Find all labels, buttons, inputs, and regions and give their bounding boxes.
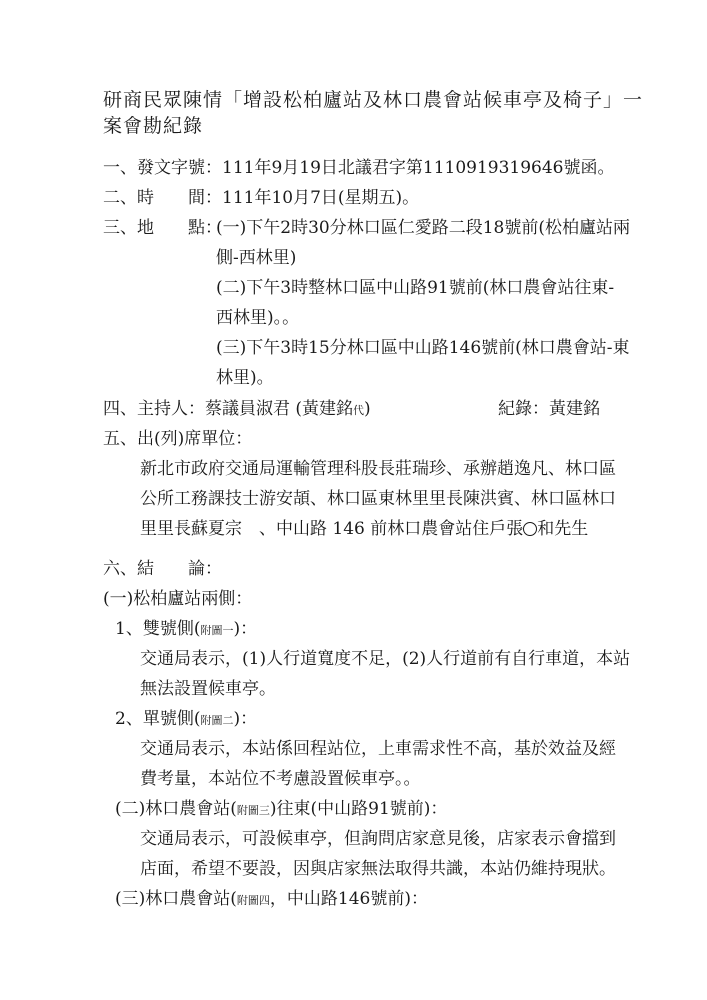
heading-text: 2、單號側( <box>115 709 201 729</box>
circle-mark-icon <box>523 522 537 536</box>
attendees-text-end: 和先生 <box>537 519 589 539</box>
body-line: 費考量，本站位不考慮設置候車亭。。 <box>140 769 421 789</box>
document-title-line-1: 研商民眾陳情「增設松柏廬站及林口農會站候車亭及椅子」一 <box>103 89 644 111</box>
section-heading: (一)松柏廬站兩側： <box>103 589 253 609</box>
section-heading <box>115 887 428 913</box>
appendix-ref: 附圖二 <box>200 714 234 727</box>
place-line: (二)下午3時整林口區中山路91號前(林口農會站往東- <box>216 278 615 298</box>
heading-text: (三)林口農會站( <box>115 889 237 909</box>
heading-text: )往東(中山路91號前)： <box>269 799 448 819</box>
doc-number-row <box>103 156 615 180</box>
heading-text: ，中山路146號前)： <box>269 889 428 909</box>
conclusion-label: 六、結 論： <box>103 559 222 579</box>
place-line: 西林里)。。 <box>216 308 300 328</box>
attendees-line <box>140 517 588 541</box>
heading-text: )： <box>233 709 258 729</box>
body-line: 交通局表示，本站係回程站位，上車需求性不高，基於效益及經 <box>140 739 616 759</box>
place-line: (三)下午3時15分林口區中山路146號前(林口農會站-東 <box>216 338 630 358</box>
attendees-line: 新北市政府交通局運輸管理科股長莊瑞珍、承辦趙逸凡、林口區 <box>140 459 616 479</box>
host-row <box>103 397 371 423</box>
section-heading <box>115 797 447 823</box>
section-heading <box>115 707 257 733</box>
appendix-ref: 附圖四 <box>236 894 270 907</box>
section-heading <box>115 617 257 643</box>
document-title-line-2: 案會勘紀錄 <box>103 115 204 137</box>
body-line: 店面，希望不要設，因與店家無法取得共識，本站仍維持現狀。 <box>140 859 616 879</box>
host-proxy-mark: 代 <box>353 404 365 417</box>
body-line: 無法設置候車亭。 <box>140 679 276 699</box>
time-value: 111年10月7日(星期五)。 <box>222 188 420 208</box>
appendix-ref: 附圖三 <box>236 804 270 817</box>
time-label: 二、時 間： <box>103 188 222 208</box>
attendees-line: 公所工務課技士游安頡、林口區東林里里長陳洪賓、林口區林口 <box>140 489 616 509</box>
host-close-paren: ) <box>364 399 371 419</box>
place-label: 三、地 點： <box>103 218 222 238</box>
recorder: 紀錄：黃建銘 <box>498 399 600 419</box>
place-line: 林里)。 <box>216 368 274 388</box>
body-line: 交通局表示，可設候車亭，但詢問店家意見後，店家表示會擋到 <box>140 829 616 849</box>
doc-number-value: 111年9月19日北議君字第1110919319646號函。 <box>222 158 615 178</box>
attendees-text: 里里長蘇夏宗 、中山路 146 前林口農會站住戶張 <box>140 519 524 539</box>
attendees-label: 五、出(列)席單位： <box>103 429 253 449</box>
doc-number-label: 一、發文字號： <box>103 158 222 178</box>
host-label: 四、主持人： <box>103 399 205 419</box>
heading-text: (二)林口農會站( <box>115 799 237 819</box>
time-row <box>103 186 419 210</box>
appendix-ref: 附圖一 <box>200 624 234 637</box>
host-value: 蔡議員淑君 (黃建銘 <box>205 399 354 419</box>
place-line: 側-西林里) <box>216 248 297 268</box>
heading-text: )： <box>233 619 258 639</box>
body-line: 交通局表示，(1)人行道寬度不足，(2)人行道前有自行車道，本站 <box>140 649 631 669</box>
heading-text: 1、雙號側( <box>115 619 201 639</box>
place-line: (一)下午2時30分林口區仁愛路二段18號前(松柏廬站兩 <box>216 218 630 238</box>
